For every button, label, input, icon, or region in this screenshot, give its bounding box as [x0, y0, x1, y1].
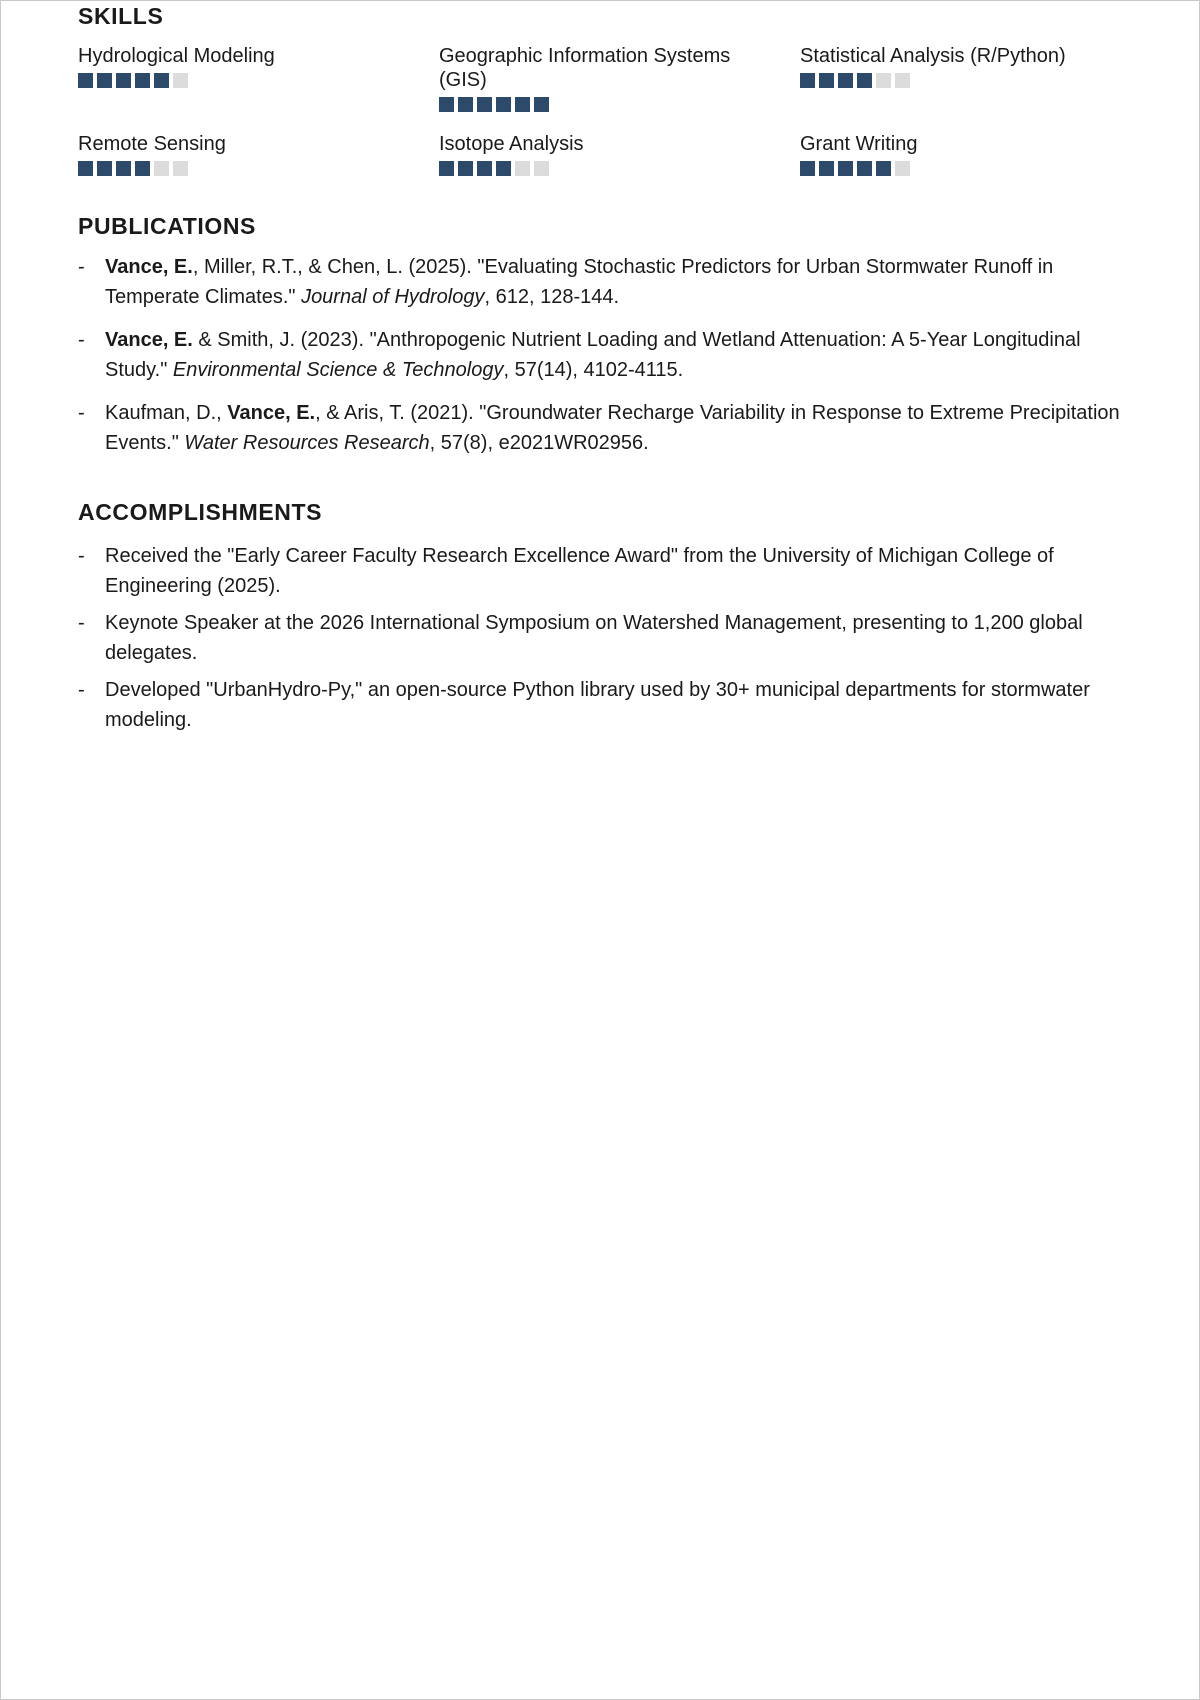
- skills-grid: [78, 44, 1124, 200]
- publication-entry: [78, 398, 1124, 458]
- skill-level-empty-box: [876, 73, 891, 88]
- publication-details: , & Aris, T. (2021). "Groundwater Recharge Variability in Response to Extreme Precipitation Events.": [105, 402, 1120, 454]
- publication-pre-authors: Kaufman, D.,: [105, 402, 228, 424]
- accomplishment-entry: [78, 541, 1124, 601]
- skill-level-filled-box: [800, 73, 815, 88]
- publication-volume-pages: , 57(8), e2021WR02956.: [429, 432, 649, 454]
- skill-level-filled-box: [78, 161, 93, 176]
- skill-level-filled-box: [135, 161, 150, 176]
- publication-volume-pages: , 612, 128-144.: [484, 286, 620, 308]
- bullet-dash: -: [78, 402, 85, 424]
- skill-item: [78, 132, 439, 200]
- skill-level-bar: [439, 161, 800, 176]
- publication-volume-pages: , 57(14), 4102-4115.: [503, 359, 684, 381]
- skill-level-empty-box: [173, 161, 188, 176]
- skills-heading: SKILLS: [78, 3, 164, 29]
- publication-entry: [78, 252, 1124, 312]
- skill-level-filled-box: [439, 97, 454, 112]
- skill-level-filled-box: [97, 73, 112, 88]
- bullet-dash: -: [78, 612, 85, 634]
- accomplishment-entry: [78, 675, 1124, 735]
- skill-level-filled-box: [135, 73, 150, 88]
- publication-highlight-author: Vance, E.: [105, 256, 193, 278]
- skill-name: Statistical Analysis (R/Python): [800, 45, 1066, 67]
- publication-details: & Smith, J. (2023). "Anthropogenic Nutrient Loading and Wetland Attenuation: A 5-Year Longitudinal Study.": [105, 329, 1081, 381]
- skill-name: Hydrological Modeling: [78, 45, 275, 67]
- skill-level-filled-box: [857, 161, 872, 176]
- skill-level-filled-box: [819, 73, 834, 88]
- skill-level-filled-box: [458, 97, 473, 112]
- skill-level-filled-box: [838, 161, 853, 176]
- skill-level-empty-box: [173, 73, 188, 88]
- skill-level-filled-box: [458, 161, 473, 176]
- skill-item: [439, 132, 800, 200]
- skill-level-empty-box: [895, 161, 910, 176]
- skill-level-filled-box: [116, 73, 131, 88]
- publication-journal: Journal of Hydrology: [301, 286, 485, 308]
- bullet-dash: -: [78, 545, 85, 567]
- accomplishments-heading: ACCOMPLISHMENTS: [78, 499, 323, 525]
- accomplishment-text: Keynote Speaker at the 2026 International Symposium on Watershed Management, presenting to 1,200 global delegates.: [105, 612, 1083, 664]
- skill-level-filled-box: [515, 97, 530, 112]
- skill-item: [800, 132, 1124, 200]
- skill-level-empty-box: [895, 73, 910, 88]
- skill-level-filled-box: [496, 97, 511, 112]
- skill-level-bar: [800, 73, 1124, 88]
- accomplishment-entry: [78, 608, 1124, 668]
- skill-level-empty-box: [534, 161, 549, 176]
- skill-level-bar: [800, 161, 1124, 176]
- accomplishments-list: [78, 541, 1124, 742]
- bullet-dash: -: [78, 256, 85, 278]
- publications-list: [78, 252, 1124, 471]
- skill-name: Grant Writing: [800, 133, 918, 155]
- skill-level-filled-box: [78, 73, 93, 88]
- skill-level-filled-box: [439, 161, 454, 176]
- publication-journal: Environmental Science & Technology: [172, 359, 504, 381]
- skill-level-filled-box: [496, 161, 511, 176]
- skill-level-filled-box: [97, 161, 112, 176]
- skill-level-filled-box: [819, 161, 834, 176]
- skill-item: [800, 44, 1124, 112]
- publication-highlight-author: Vance, E.: [227, 402, 316, 424]
- skill-name: Isotope Analysis: [439, 133, 584, 155]
- skill-level-filled-box: [857, 73, 872, 88]
- skill-level-filled-box: [838, 73, 853, 88]
- accomplishment-text: Received the "Early Career Faculty Research Excellence Award" from the University of Michigan College of Engineering (2025).: [105, 545, 1054, 597]
- publication-details: , Miller, R.T., & Chen, L. (2025). "Evaluating Stochastic Predictors for Urban Stormwater Runoff in Temperate Climates.": [105, 256, 1054, 308]
- skill-level-empty-box: [515, 161, 530, 176]
- skill-level-bar: [439, 97, 800, 112]
- skill-level-filled-box: [534, 97, 549, 112]
- skill-level-filled-box: [154, 73, 169, 88]
- skill-level-filled-box: [477, 97, 492, 112]
- publications-heading: PUBLICATIONS: [78, 213, 256, 239]
- skill-name: Remote Sensing: [78, 133, 226, 155]
- skill-level-bar: [78, 161, 439, 176]
- publication-entry: [78, 325, 1124, 385]
- skill-level-empty-box: [154, 161, 169, 176]
- skill-level-filled-box: [477, 161, 492, 176]
- skill-name: Geographic Information Systems (GIS): [439, 45, 731, 91]
- publication-journal: Water Resources Research: [184, 432, 430, 454]
- accomplishment-text: Developed "UrbanHydro-Py," an open-source Python library used by 30+ municipal departments for stormwater modeling.: [105, 679, 1090, 731]
- skill-item: [78, 44, 439, 112]
- skill-level-filled-box: [800, 161, 815, 176]
- bullet-dash: -: [78, 329, 85, 351]
- skill-level-filled-box: [116, 161, 131, 176]
- skill-level-filled-box: [876, 161, 891, 176]
- skill-item: [439, 44, 800, 112]
- publication-highlight-author: Vance, E.: [105, 329, 193, 351]
- skill-level-bar: [78, 73, 439, 88]
- bullet-dash: -: [78, 679, 85, 701]
